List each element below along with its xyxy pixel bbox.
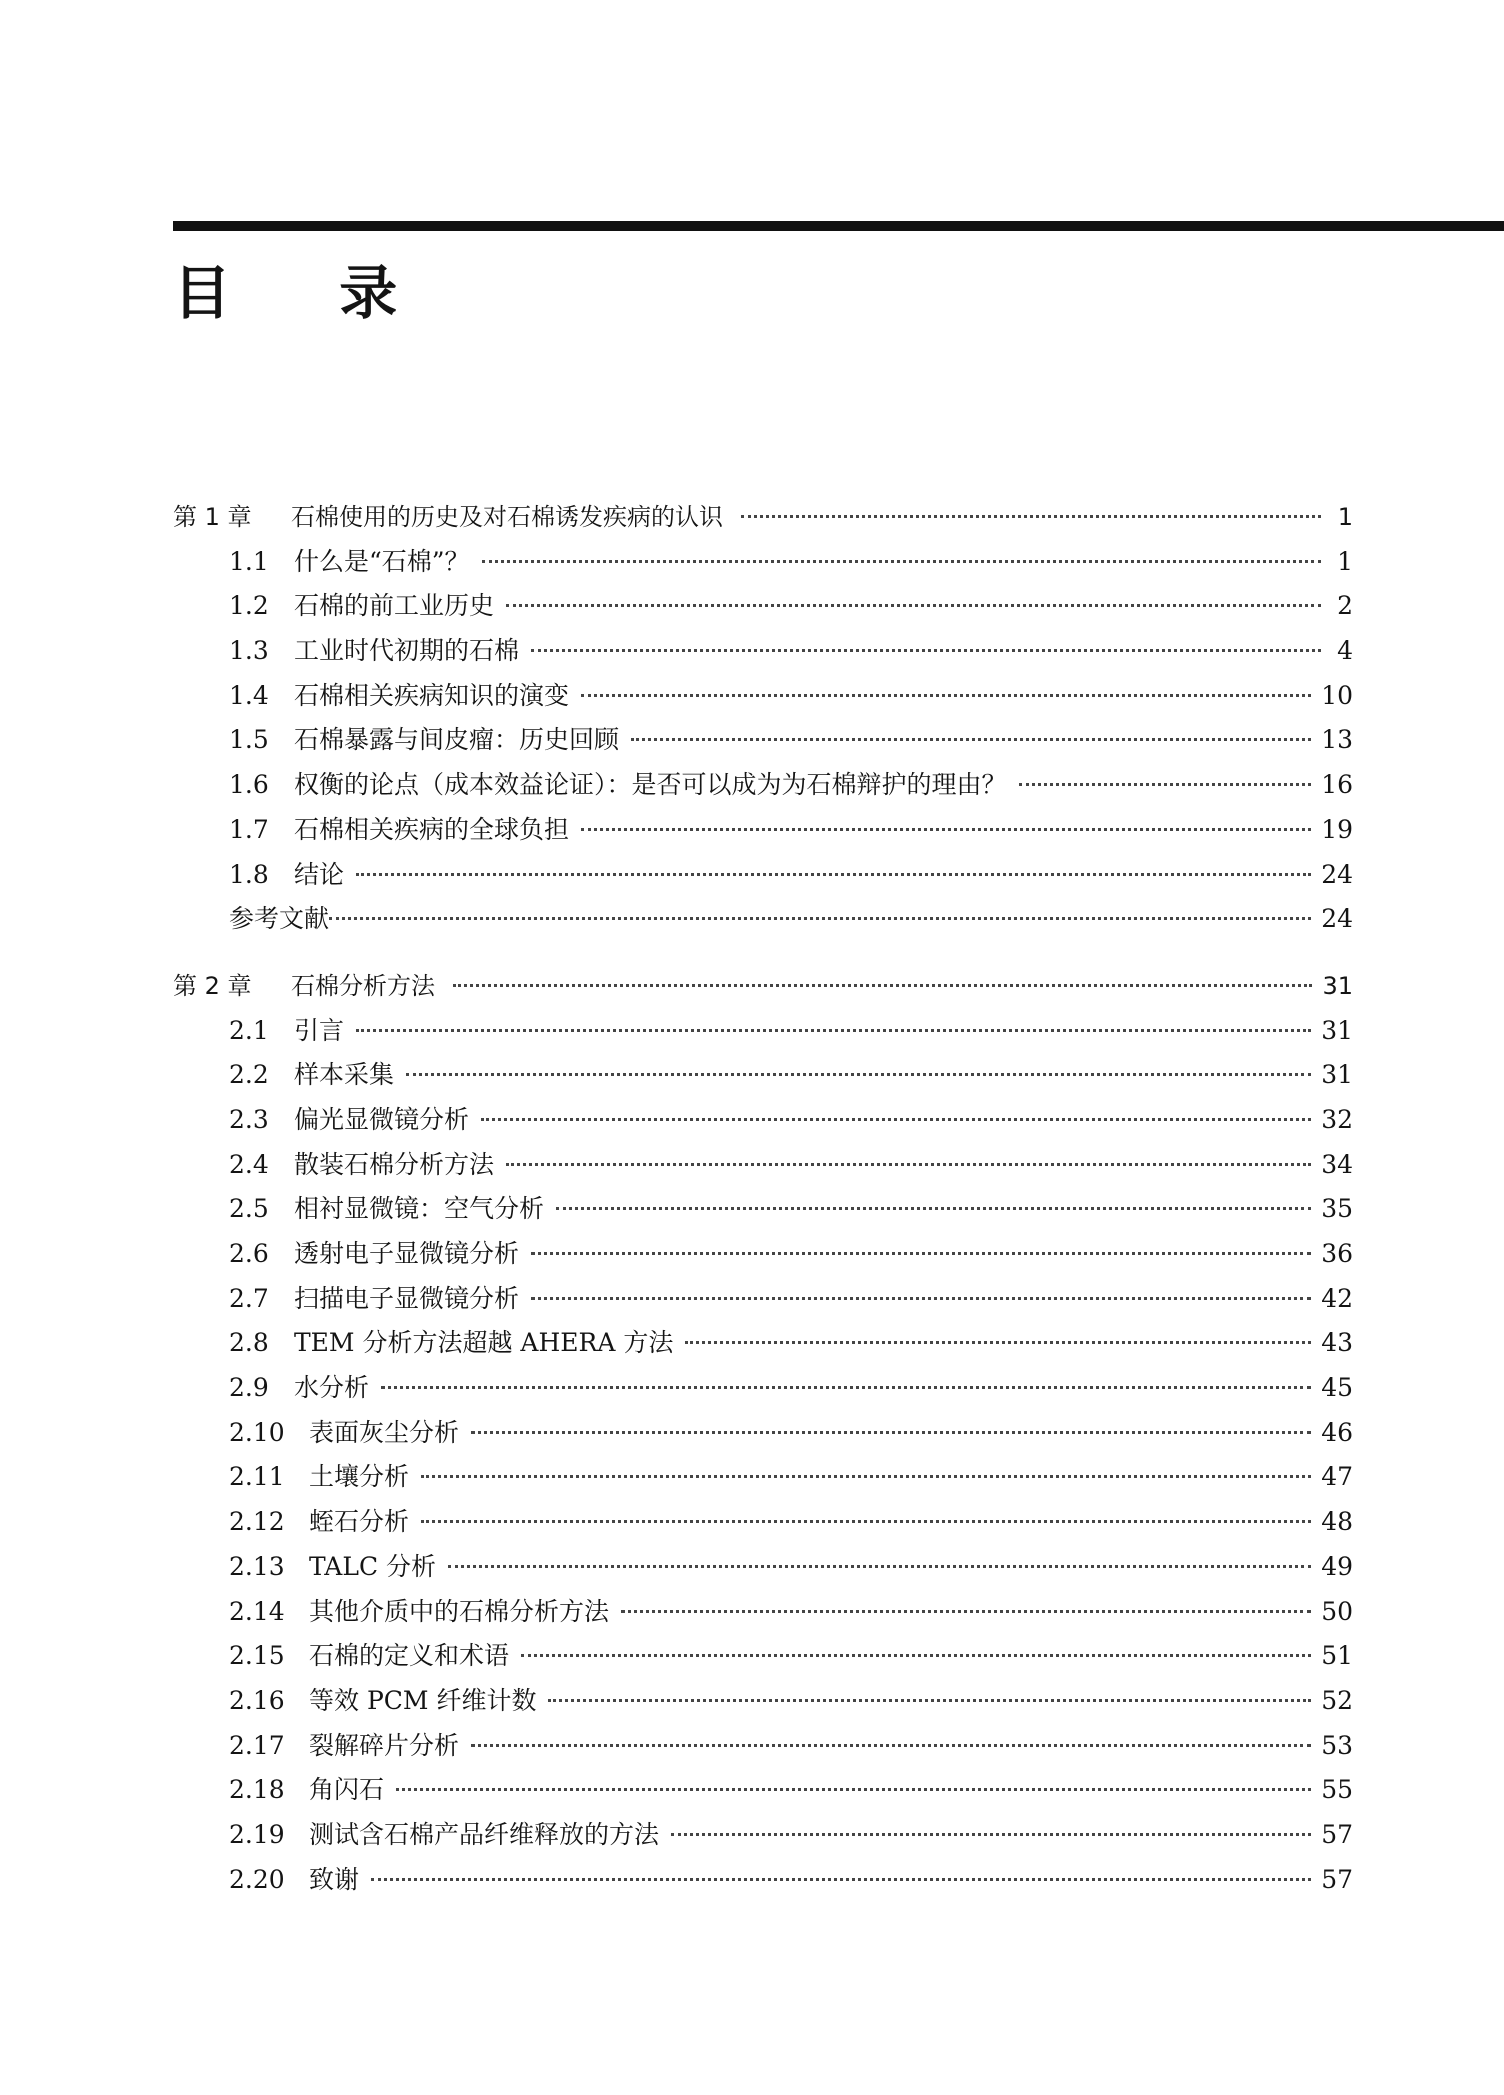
- section-number: 2.18: [229, 1775, 285, 1805]
- section-title: 表面灰尘分析: [309, 1417, 460, 1447]
- references-entry[interactable]: [173, 897, 1353, 942]
- section-title: 偏光显微镜分析: [294, 1104, 470, 1134]
- page-number: 31: [1322, 971, 1353, 1000]
- section-entry[interactable]: [173, 1545, 1353, 1590]
- section-number: 1.2: [229, 591, 269, 621]
- section-title: 测试含石棉产品纤维释放的方法: [309, 1819, 660, 1849]
- section-number: 2.19: [229, 1819, 285, 1849]
- section-number: 2.17: [229, 1730, 285, 1760]
- section-title: 角闪石: [309, 1775, 385, 1805]
- page-number: 2: [1337, 591, 1353, 621]
- dot-leader: [531, 1297, 1311, 1300]
- dot-leader: [581, 828, 1311, 831]
- dot-leader: [631, 738, 1311, 741]
- section-number: 2.12: [229, 1507, 285, 1537]
- dot-leader: [531, 1252, 1311, 1255]
- page-number: 57: [1321, 1864, 1353, 1894]
- page-number: 50: [1321, 1596, 1353, 1626]
- section-title: 引言: [294, 1015, 345, 1045]
- toc-chapter: [173, 964, 1353, 1902]
- section-number: 2.6: [229, 1239, 269, 1268]
- section-number: 2.13: [229, 1551, 285, 1581]
- page-number: 24: [1321, 904, 1353, 934]
- section-number: 1.5: [229, 725, 269, 755]
- references-title: 参考文献: [229, 904, 330, 934]
- section-number: 2.7: [229, 1283, 269, 1313]
- section-title: 扫描电子显微镜分析: [294, 1283, 520, 1313]
- chapter-title: 石棉使用的历史及对石棉诱发疾病的认识: [291, 503, 723, 531]
- chapter-entry[interactable]: [173, 964, 1353, 1009]
- section-number: 2.10: [229, 1417, 285, 1447]
- section-title: 石棉的定义和术语: [309, 1641, 510, 1671]
- section-title: 蛭石分析: [309, 1507, 410, 1537]
- dot-leader: [1019, 783, 1312, 786]
- dot-leader: [329, 917, 1311, 920]
- dot-leader: [471, 1744, 1311, 1747]
- section-entry[interactable]: [173, 718, 1353, 763]
- chapter-label: 第 1 章: [173, 503, 252, 531]
- page-number: 31: [1321, 1015, 1353, 1045]
- section-number: 2.16: [229, 1685, 285, 1715]
- dot-leader: [356, 1029, 1311, 1032]
- section-entry[interactable]: [173, 1187, 1353, 1232]
- section-entry[interactable]: [173, 1009, 1353, 1054]
- section-entry[interactable]: [173, 1277, 1353, 1322]
- section-entry[interactable]: [173, 584, 1353, 629]
- section-entry[interactable]: [173, 1366, 1353, 1411]
- dot-leader: [421, 1475, 1311, 1478]
- section-entry[interactable]: [173, 1500, 1353, 1545]
- section-number: 2.8: [229, 1328, 269, 1358]
- section-number: 1.3: [229, 636, 269, 666]
- section-title: 裂解碎片分析: [309, 1730, 460, 1760]
- section-entry[interactable]: [173, 1634, 1353, 1679]
- section-title: 石棉的前工业历史: [294, 591, 495, 621]
- page-number: 48: [1321, 1507, 1353, 1537]
- section-number: 1.1: [229, 546, 269, 576]
- page-number: 10: [1321, 680, 1353, 710]
- page-number: 34: [1321, 1149, 1353, 1179]
- page-title: 目 录: [173, 259, 442, 327]
- dot-leader: [671, 1833, 1311, 1836]
- dot-leader: [356, 873, 1311, 876]
- page-number: 57: [1321, 1819, 1353, 1849]
- section-number: 2.3: [229, 1104, 269, 1134]
- section-title: 散装石棉分析方法: [294, 1149, 495, 1179]
- section-title: 其他介质中的石棉分析方法: [309, 1596, 610, 1626]
- page-number: 24: [1321, 859, 1353, 889]
- section-title: 相衬显微镜：空气分析: [294, 1194, 545, 1224]
- page-number: 13: [1321, 725, 1353, 755]
- page-number: 53: [1321, 1730, 1353, 1760]
- section-title: 石棉暴露与间皮瘤：历史回顾: [294, 725, 620, 755]
- dot-leader: [548, 1699, 1311, 1702]
- page-number: 19: [1321, 814, 1353, 844]
- dot-leader: [421, 1520, 1311, 1523]
- page-number: 31: [1321, 1060, 1353, 1090]
- section-title: 土壤分析: [309, 1462, 410, 1492]
- page-number: 42: [1321, 1283, 1353, 1313]
- page-number: 55: [1321, 1775, 1353, 1805]
- page-number: 16: [1321, 770, 1353, 800]
- section-entry[interactable]: [173, 1858, 1353, 1903]
- page-number: 49: [1321, 1551, 1353, 1581]
- page-number: 1: [1337, 546, 1353, 576]
- section-title: TALC 分析: [309, 1551, 437, 1581]
- section-entry[interactable]: [173, 763, 1353, 808]
- section-number: 1.6: [229, 770, 269, 800]
- section-number: 1.4: [229, 680, 269, 710]
- dot-leader: [741, 515, 1321, 518]
- page-number: 35: [1321, 1194, 1353, 1224]
- dot-leader: [482, 560, 1321, 563]
- section-number: 2.9: [229, 1373, 269, 1403]
- section-number: 2.11: [229, 1462, 285, 1492]
- section-entry[interactable]: [173, 1724, 1353, 1769]
- page-number: 52: [1321, 1685, 1353, 1715]
- chapter-title: 石棉分析方法: [291, 971, 435, 1000]
- section-title: 结论: [294, 859, 345, 889]
- dot-leader: [621, 1610, 1311, 1613]
- section-number: 2.2: [229, 1060, 269, 1090]
- section-number: 1.7: [229, 814, 269, 844]
- section-number: 1.8: [229, 859, 269, 889]
- section-entry[interactable]: [173, 1143, 1353, 1188]
- dot-leader: [381, 1386, 1311, 1389]
- section-number: 2.1: [229, 1015, 269, 1045]
- dot-leader: [453, 984, 1312, 987]
- section-entry[interactable]: [173, 1098, 1353, 1143]
- section-title: 工业时代初期的石棉: [294, 636, 520, 666]
- page-number: 43: [1321, 1328, 1353, 1358]
- section-entry[interactable]: [173, 1768, 1353, 1813]
- page-number: 1: [1337, 503, 1353, 531]
- dot-leader: [531, 649, 1321, 652]
- section-entry[interactable]: [173, 629, 1353, 674]
- chapter-label: 第 2 章: [173, 971, 252, 1000]
- dot-leader: [521, 1654, 1311, 1657]
- page-number: 46: [1321, 1417, 1353, 1447]
- page-number: 32: [1321, 1104, 1353, 1134]
- section-number: 2.20: [229, 1864, 285, 1894]
- top-rule: [173, 221, 1504, 231]
- section-number: 2.15: [229, 1641, 285, 1671]
- section-entry[interactable]: [173, 808, 1353, 853]
- toc-chapter: [173, 495, 1353, 942]
- dot-leader: [685, 1341, 1311, 1344]
- section-title: 什么是“石棉”？: [294, 546, 470, 576]
- section-title: 样本采集: [294, 1060, 395, 1090]
- section-entry[interactable]: [173, 853, 1353, 898]
- dot-leader: [506, 1163, 1311, 1166]
- section-title: 权衡的论点（成本效益论证）：是否可以成为为石棉辩护的理由？: [294, 770, 1007, 800]
- section-title: 致谢: [309, 1864, 360, 1894]
- dot-leader: [396, 1788, 1311, 1791]
- section-entry[interactable]: [173, 1232, 1353, 1277]
- section-number: 2.5: [229, 1194, 269, 1224]
- section-number: 2.14: [229, 1596, 285, 1626]
- dot-leader: [371, 1878, 1311, 1881]
- chapter-entry[interactable]: [173, 495, 1353, 540]
- section-entry[interactable]: [173, 1321, 1353, 1366]
- section-title: 透射电子显微镜分析: [294, 1239, 520, 1268]
- section-entry[interactable]: [173, 674, 1353, 719]
- section-entry[interactable]: [173, 1411, 1353, 1456]
- section-number: 2.4: [229, 1149, 269, 1179]
- page-number: 51: [1321, 1641, 1353, 1671]
- section-entry[interactable]: [173, 1590, 1353, 1635]
- section-entry[interactable]: [173, 1053, 1353, 1098]
- dot-leader: [406, 1073, 1311, 1076]
- section-title: 等效 PCM 纤维计数: [309, 1685, 537, 1715]
- section-entry[interactable]: [173, 540, 1353, 585]
- dot-leader: [448, 1565, 1311, 1568]
- section-entry[interactable]: [173, 1455, 1353, 1500]
- page-number: 36: [1321, 1239, 1353, 1268]
- dot-leader: [506, 604, 1321, 607]
- section-title: 石棉相关疾病知识的演变: [294, 680, 570, 710]
- page-number: 47: [1321, 1462, 1353, 1492]
- section-entry[interactable]: [173, 1679, 1353, 1724]
- table-of-contents: [173, 495, 1353, 1924]
- page-number: 4: [1337, 636, 1353, 666]
- section-title: 石棉相关疾病的全球负担: [294, 814, 570, 844]
- section-entry[interactable]: [173, 1813, 1353, 1858]
- dot-leader: [481, 1118, 1311, 1121]
- dot-leader: [471, 1431, 1311, 1434]
- section-title: 水分析: [294, 1373, 370, 1403]
- page-number: 45: [1321, 1373, 1353, 1403]
- dot-leader: [556, 1207, 1311, 1210]
- section-title: TEM 分析方法超越 AHERA 方法: [294, 1328, 674, 1358]
- dot-leader: [581, 694, 1311, 697]
